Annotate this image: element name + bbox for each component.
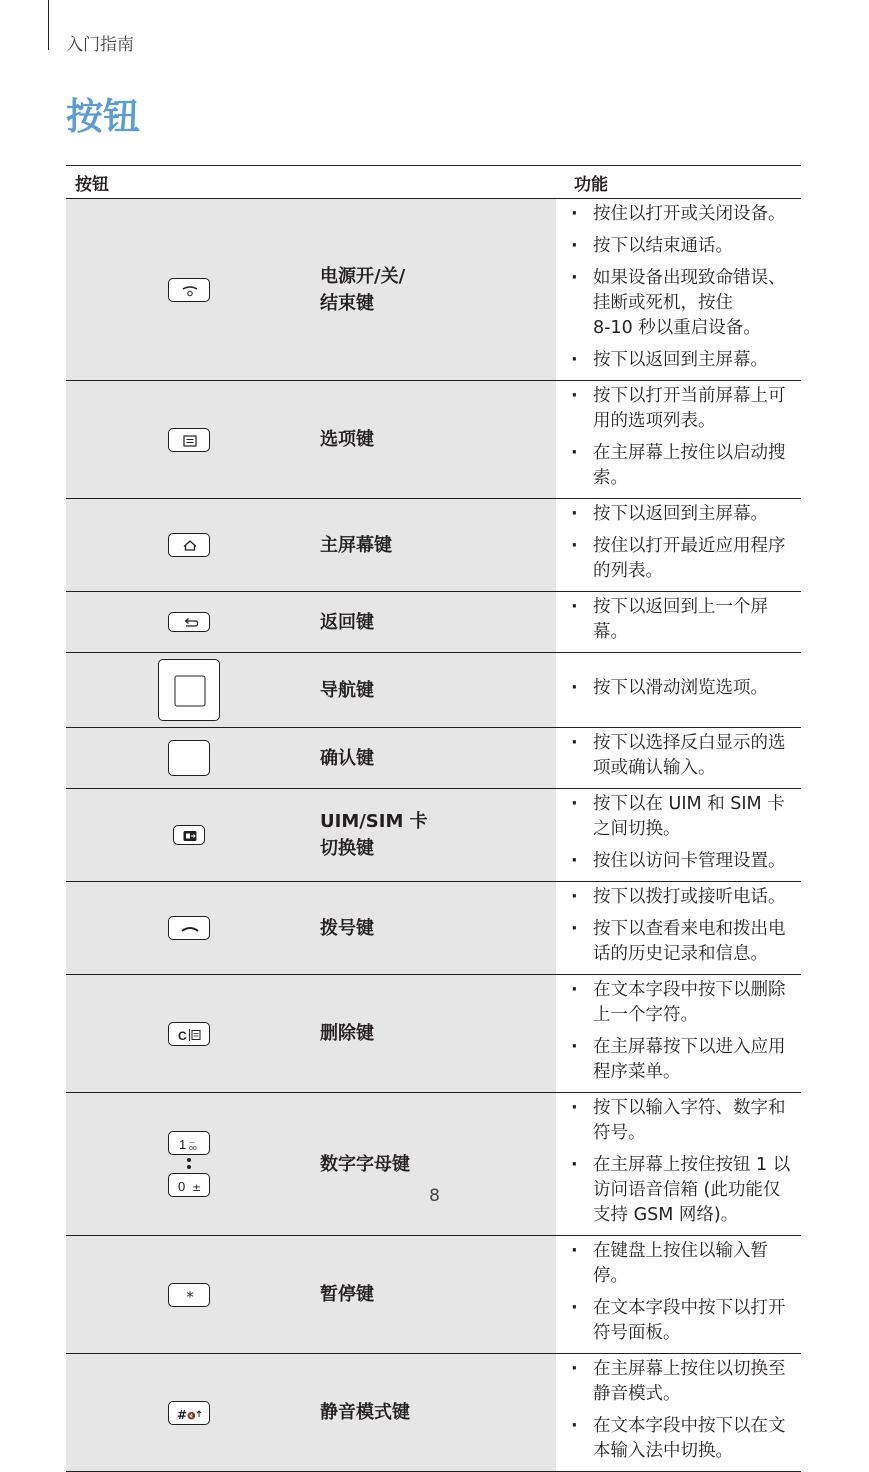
sim-switch-key-icon (66, 825, 311, 846)
function-cell (556, 499, 801, 592)
function-list (556, 885, 801, 967)
section-header: 入门指南 (66, 35, 134, 55)
function-cell (556, 1236, 801, 1354)
function-cell (556, 789, 801, 882)
table-row (66, 1236, 801, 1354)
function-cell (556, 592, 801, 653)
page-title: 按钮 (66, 95, 140, 138)
home-key-icon (66, 533, 311, 557)
svg-text:*: * (185, 1287, 194, 1306)
key-name: 确认键 (311, 728, 556, 789)
key-icon-cell (66, 499, 311, 592)
key-icon-cell (66, 592, 311, 653)
function-item: · 按下以输入字符、数字和符号。 (571, 1096, 801, 1146)
key-icon-cell (66, 653, 311, 728)
function-cell (556, 199, 801, 381)
confirm-key-icon (66, 740, 311, 776)
function-cell (556, 728, 801, 789)
svg-text:C: C (177, 1028, 187, 1043)
table-row (66, 653, 801, 728)
dial-key-icon (66, 916, 311, 940)
table-row (66, 1354, 801, 1472)
function-cell (556, 1354, 801, 1472)
table-row (66, 728, 801, 789)
function-list (556, 792, 801, 874)
function-cell (556, 381, 801, 499)
key-icon-cell (66, 199, 311, 381)
key-icon-cell (66, 975, 311, 1093)
function-item: · 按住以打开最近应用程序的列表。 (571, 534, 801, 584)
table-row (66, 499, 801, 592)
function-list (556, 595, 801, 645)
function-item: · 在文本字段中按下以打开符号面板。 (571, 1296, 801, 1346)
function-cell (556, 1093, 801, 1236)
key-icon-cell (66, 789, 311, 882)
function-list (556, 202, 801, 373)
function-list (556, 502, 801, 584)
key-name: 主屏幕键 (311, 499, 556, 592)
table-row (66, 789, 801, 882)
function-cell (556, 975, 801, 1093)
table-row (66, 592, 801, 653)
key-icon-cell (66, 1093, 311, 1236)
key-icon-cell (66, 381, 311, 499)
svg-text:0: 0 (177, 1179, 185, 1194)
svg-text:—: — (188, 1140, 195, 1146)
power-end-key-icon (66, 278, 311, 302)
key-name: 拨号键 (311, 882, 556, 975)
column-header-button: 按钮 (66, 166, 556, 199)
key-name: 返回键 (311, 592, 556, 653)
function-item: · 在文本字段中按下以删除上一个字符。 (571, 978, 801, 1028)
table-row (66, 381, 801, 499)
function-item: · 按住以打开或关闭设备。 (571, 202, 801, 227)
buttons-table (66, 165, 801, 1472)
navigation-key-icon (66, 659, 311, 721)
margin-rule (48, 0, 49, 50)
function-list (556, 1239, 801, 1346)
key-icon-cell (66, 728, 311, 789)
svg-text:1: 1 (178, 1137, 186, 1152)
function-list (556, 978, 801, 1085)
function-list (556, 1096, 801, 1228)
function-cell (556, 882, 801, 975)
function-item: · 按下以打开当前屏幕上可用的选项列表。 (571, 384, 801, 434)
key-icon-cell (66, 1236, 311, 1354)
key-name: 静音模式键 (311, 1354, 556, 1472)
back-key-icon (66, 612, 311, 633)
key-name: 数字字母键 (311, 1093, 556, 1236)
function-item: · 在文本字段中按下以在文本输入法中切换。 (571, 1414, 801, 1464)
function-item: · 按下以返回到上一个屏幕。 (571, 595, 801, 645)
function-item: · 按下以结束通话。 (571, 234, 801, 259)
silent-mode-key-icon (66, 1401, 311, 1425)
key-icon-cell (66, 1354, 311, 1472)
function-item: · 按下以返回到主屏幕。 (571, 502, 801, 527)
function-cell (556, 653, 801, 728)
function-item: · 在主屏幕上按住以切换至静音模式。 (571, 1357, 801, 1407)
function-item: · 按下以选择反白显示的选项或确认输入。 (571, 731, 801, 781)
pause-key-icon (66, 1283, 311, 1307)
function-list (556, 1357, 801, 1464)
column-header-function: 功能 (556, 166, 801, 199)
svg-text:🔇: 🔇 (186, 1411, 196, 1420)
key-name: 删除键 (311, 975, 556, 1093)
svg-text:#: # (176, 1407, 187, 1422)
options-key-icon (66, 428, 311, 452)
key-name: 选项键 (311, 381, 556, 499)
function-list (556, 731, 801, 781)
table-row (66, 975, 801, 1093)
function-item: · 按下以查看来电和拨出电话的历史记录和信息。 (571, 917, 801, 967)
function-item: · 按下以滑动浏览选项。 (571, 676, 801, 701)
function-list (556, 384, 801, 491)
table-row (66, 199, 801, 381)
function-list (556, 676, 801, 701)
function-item: · 在主屏幕上按住以启动搜索。 (571, 441, 801, 491)
table-row (66, 882, 801, 975)
function-item: · 按下以拨打或接听电话。 (571, 885, 801, 910)
table-row (66, 1093, 801, 1236)
function-item: · 按住以访问卡管理设置。 (571, 849, 801, 874)
function-item: · 在主屏幕上按住按钮 1 以访问语音信箱 (此功能仅 支持 GSM 网络)。 (571, 1153, 801, 1228)
svg-text:oo: oo (188, 1145, 197, 1152)
page-number: 8 (429, 1186, 440, 1206)
function-item: · 在主屏幕按下以进入应用程序菜单。 (571, 1035, 801, 1085)
delete-key-icon (66, 1022, 311, 1046)
key-name: 电源开/关/ 结束键 (311, 199, 556, 381)
key-name: 导航键 (311, 653, 556, 728)
key-name: 暂停键 (311, 1236, 556, 1354)
function-item: · 如果设备出现致命错误、挂断或死机，按住 8-10 秒以重启设备。 (571, 266, 801, 341)
key-name: UIM/SIM 卡 切换键 (311, 789, 556, 882)
key-icon-cell (66, 882, 311, 975)
function-item: · 按下以在 UIM 和 SIM 卡之间切换。 (571, 792, 801, 842)
function-item: · 在键盘上按住以输入暂停。 (571, 1239, 801, 1289)
svg-text:±: ± (191, 1181, 201, 1194)
function-item: · 按下以返回到主屏幕。 (571, 348, 801, 373)
